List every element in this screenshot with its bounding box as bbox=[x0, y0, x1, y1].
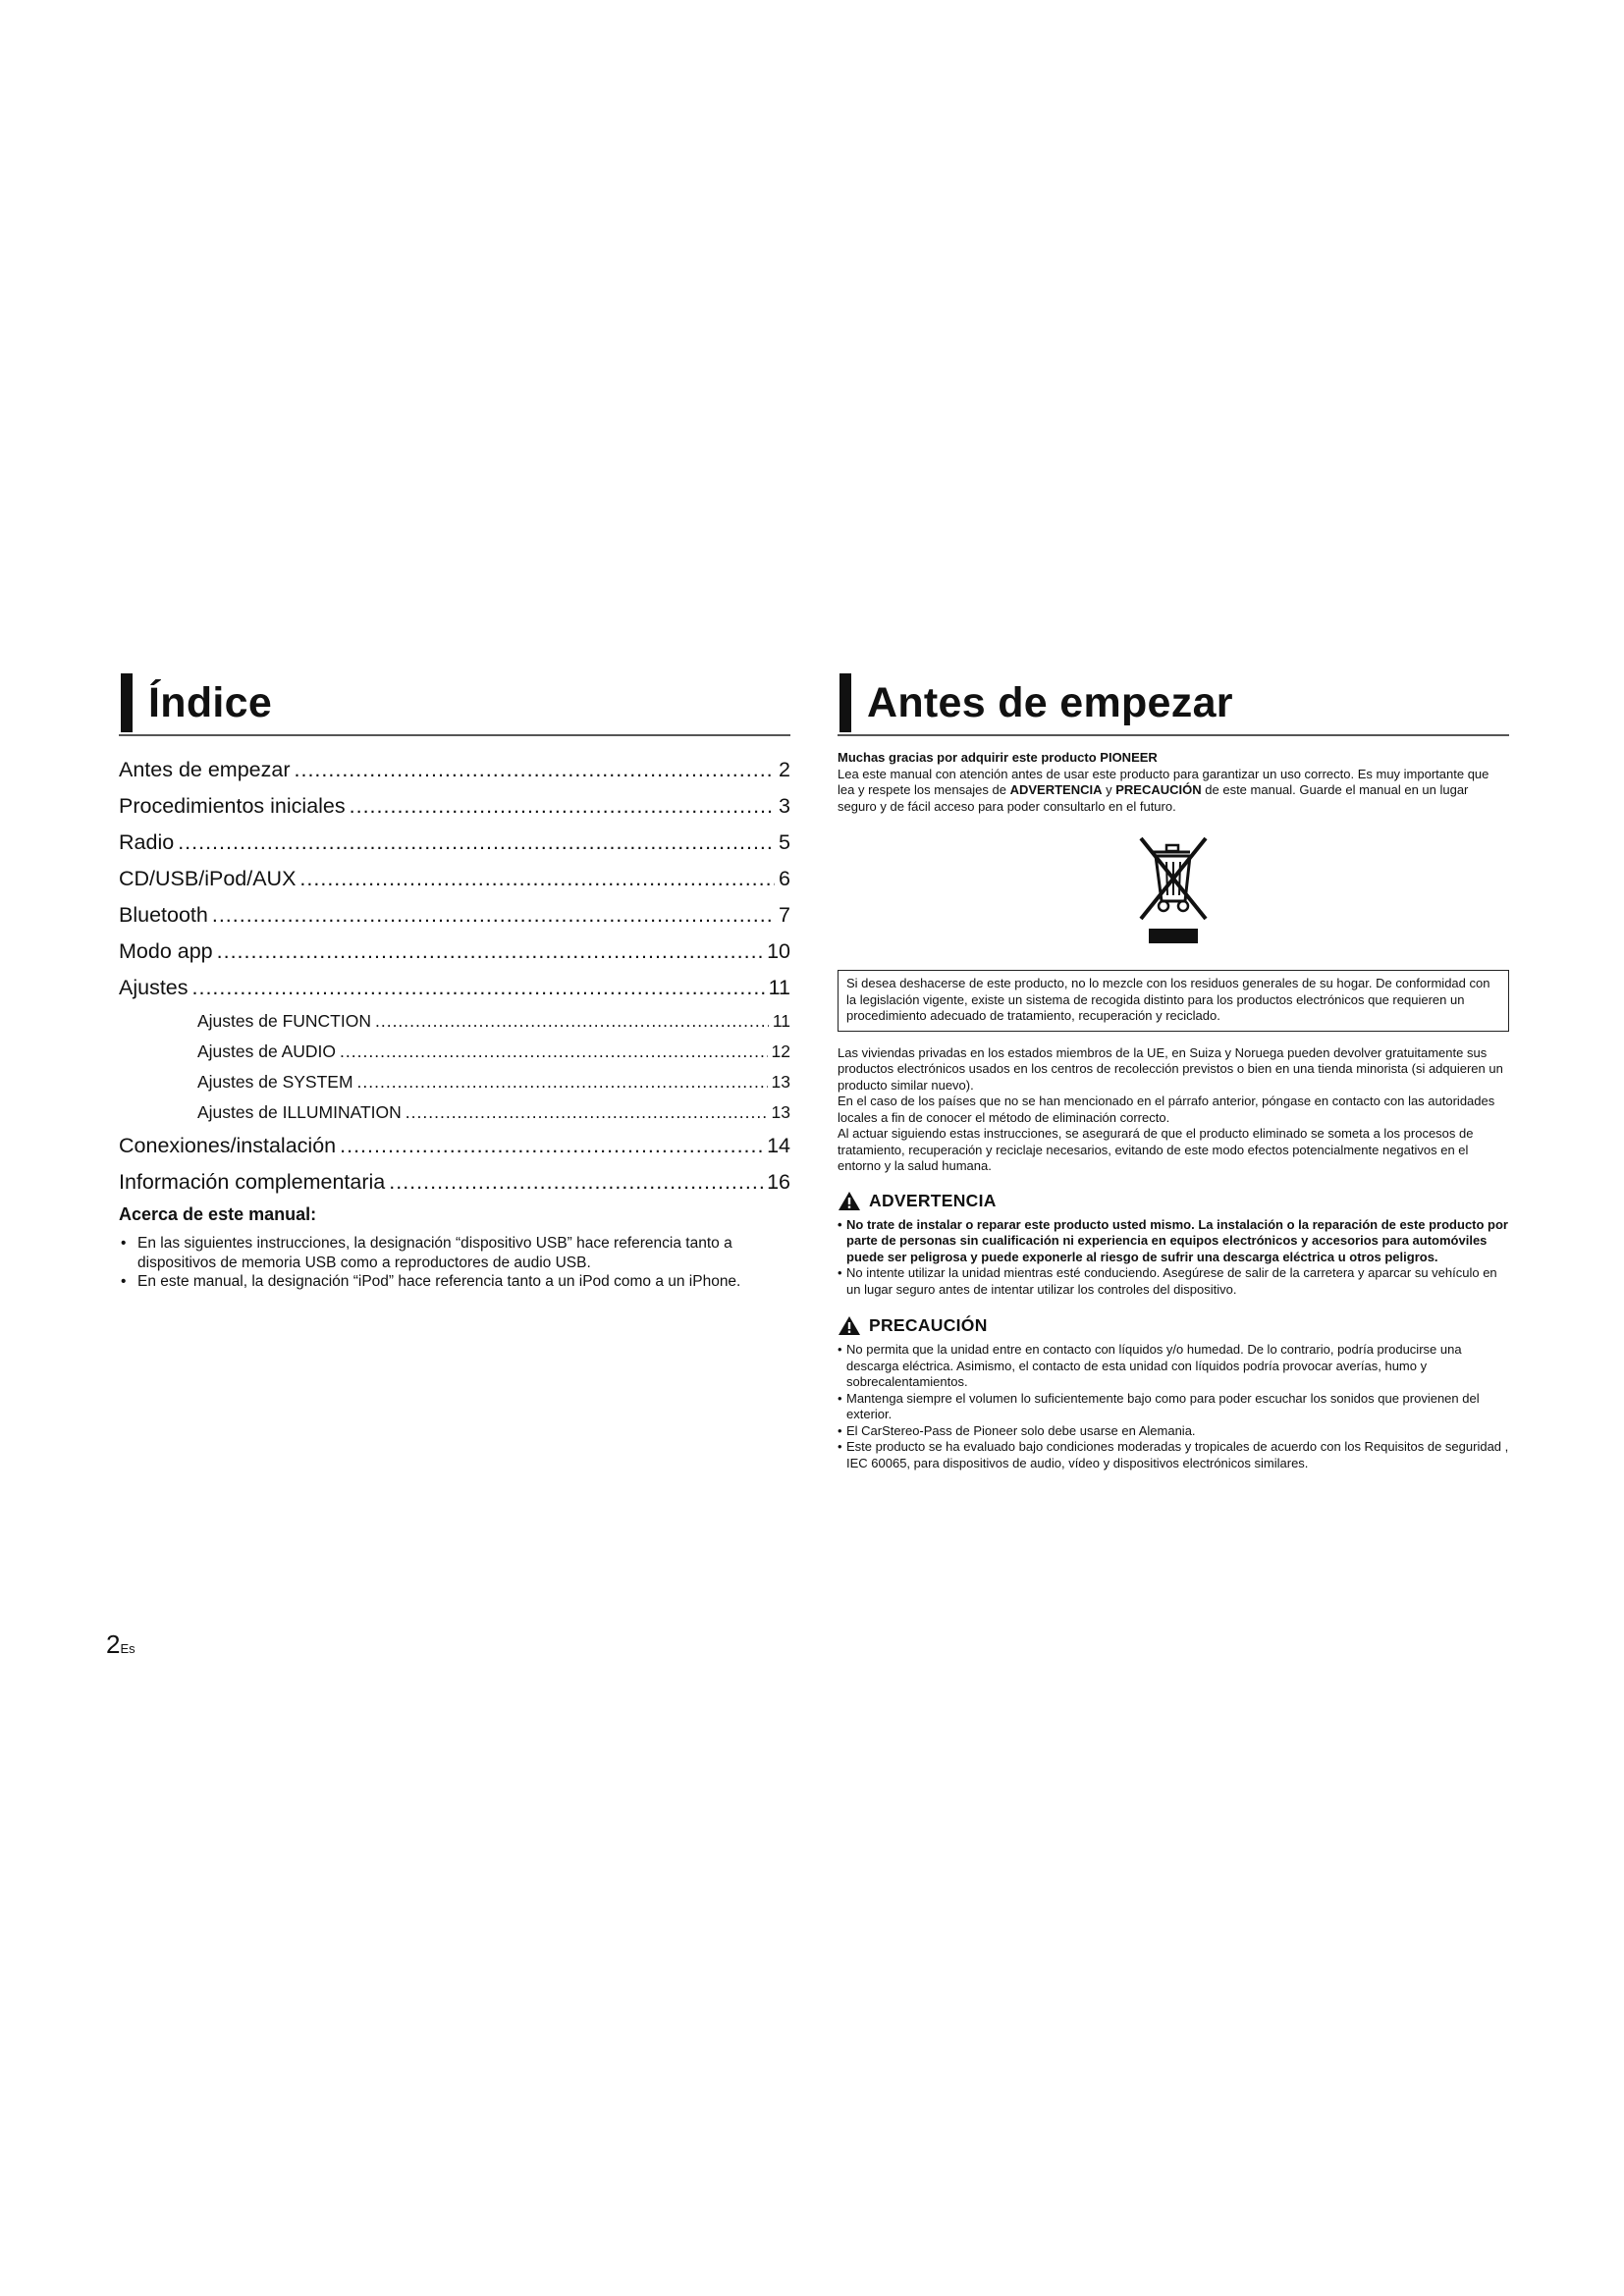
recycle-symbol bbox=[838, 832, 1509, 948]
toc-entry[interactable] bbox=[119, 788, 790, 825]
disposal-notice-box: Si desea deshacerse de este producto, no lo mezcle con los residuos generales de su hogar. De conformidad con la legislación vigente, existe un sistema de recogida distinto para los productos electrónicos que requieren un procedimiento adecuado de tratamiento, recuperación y reciclado. bbox=[838, 970, 1509, 1032]
toc-column bbox=[119, 673, 790, 1292]
toc-entry-page: 5 bbox=[779, 830, 790, 854]
toc-subentry-page: 13 bbox=[771, 1102, 790, 1122]
warning-triangle-icon bbox=[838, 1191, 861, 1211]
toc-entry[interactable] bbox=[119, 1128, 790, 1164]
toc-entry-label: Radio bbox=[119, 830, 175, 854]
toc-leader-dots bbox=[375, 1006, 769, 1037]
toc-leader-dots bbox=[295, 752, 776, 788]
antes-column bbox=[838, 673, 1509, 1471]
page-language-suffix: Es bbox=[120, 1641, 135, 1656]
toc-header bbox=[119, 673, 790, 736]
toc-subentry-label: Ajustes de SYSTEM bbox=[197, 1072, 353, 1092]
toc-entry-page: 14 bbox=[767, 1134, 790, 1157]
intro-text: Lea este manual con atención antes de usar este producto para garantizar un uso correcto. Es muy importante que lea y respete los mensajes de bbox=[838, 766, 1489, 797]
toc-leader-dots bbox=[357, 1067, 768, 1097]
toc-entry[interactable] bbox=[119, 861, 790, 897]
toc-entry-label: Bluetooth bbox=[119, 903, 208, 927]
intro-strong-caution: PRECAUCIÓN bbox=[1115, 782, 1202, 797]
toc-subentry-label: Ajustes de FUNCTION bbox=[197, 1011, 371, 1031]
toc-list bbox=[119, 752, 790, 1201]
antes-header bbox=[838, 673, 1509, 736]
caution-heading bbox=[838, 1315, 1509, 1336]
antes-title: Antes de empezar bbox=[867, 679, 1233, 726]
toc-subentry-page: 13 bbox=[771, 1072, 790, 1092]
toc-subentry[interactable] bbox=[119, 1006, 790, 1037]
toc-subentry-label: Ajustes de AUDIO bbox=[197, 1041, 337, 1061]
toc-entry[interactable] bbox=[119, 752, 790, 788]
toc-subentry-page: 12 bbox=[771, 1041, 790, 1061]
caution-title: PRECAUCIÓN bbox=[869, 1315, 988, 1335]
toc-entry-page: 10 bbox=[767, 939, 790, 963]
toc-subentry[interactable] bbox=[119, 1097, 790, 1128]
toc-leader-dots bbox=[178, 825, 775, 861]
toc-leader-dots bbox=[299, 861, 775, 897]
toc-subentry-page: 11 bbox=[772, 1011, 790, 1031]
section-bar-icon bbox=[839, 673, 851, 732]
warning-triangle-icon bbox=[838, 1315, 861, 1336]
toc-entry-label: Procedimientos iniciales bbox=[119, 794, 346, 818]
list-item: • En las siguientes instrucciones, la designación “dispositivo USB” hace referencia tanto a dispositivos de memoria USB como a reproductores de audio USB. bbox=[119, 1234, 790, 1272]
list-item: • Este producto se ha evaluado bajo condiciones moderadas y tropicales de acuerdo con los Requisitos de seguridad , IEC 60065, para dispositivos de audio, vídeo y dispositivos electrónicos similares. bbox=[838, 1439, 1509, 1471]
toc-leader-dots bbox=[406, 1097, 768, 1128]
page-number bbox=[106, 1629, 135, 1660]
eu-paragraph-line: En el caso de los países que no se han mencionado en el párrafo anterior, póngase en contacto con las autoridades locales a fin de conocer el método de eliminación correcto. bbox=[838, 1094, 1495, 1125]
list-item: • El CarStereo-Pass de Pioneer solo debe usarse en Alemania. bbox=[838, 1423, 1509, 1440]
section-bar-icon bbox=[121, 673, 133, 732]
intro-strong-warning: ADVERTENCIA bbox=[1009, 782, 1103, 797]
toc-entry-label: Información complementaria bbox=[119, 1170, 386, 1194]
toc-title: Índice bbox=[148, 679, 273, 726]
toc-entry-label: Conexiones/instalación bbox=[119, 1134, 337, 1157]
toc-entry[interactable] bbox=[119, 934, 790, 970]
toc-subentry-label: Ajustes de ILLUMINATION bbox=[197, 1102, 402, 1122]
crossed-out-wheelie-bin-icon bbox=[1131, 832, 1216, 948]
eu-paragraph-line: Las viviendas privadas en los estados miembros de la UE, en Suiza y Noruega pueden devolver gratuitamente sus productos electrónicos usados en los centros de recolección previstos o bien en una tienda minorista (si adquieren un producto similar nuevo). bbox=[838, 1044, 1503, 1093]
toc-subentry[interactable] bbox=[119, 1037, 790, 1067]
toc-entry-label: Antes de empezar bbox=[119, 758, 291, 781]
toc-entry-label: Modo app bbox=[119, 939, 213, 963]
toc-leader-dots bbox=[217, 934, 763, 970]
toc-entry-page: 16 bbox=[767, 1170, 790, 1194]
eu-paragraph bbox=[838, 1045, 1509, 1175]
toc-leader-dots bbox=[192, 970, 765, 1006]
toc-entry-page: 6 bbox=[779, 867, 790, 890]
toc-entry-page: 3 bbox=[779, 794, 790, 818]
toc-entry-page: 2 bbox=[779, 758, 790, 781]
intro-text: y bbox=[1102, 782, 1116, 797]
about-manual-title: Acerca de este manual: bbox=[119, 1204, 317, 1224]
toc-leader-dots bbox=[212, 897, 775, 934]
about-manual-list bbox=[119, 1234, 790, 1292]
warning-list bbox=[838, 1217, 1509, 1299]
toc-entry[interactable] bbox=[119, 970, 790, 1006]
toc-entry-page: 7 bbox=[779, 903, 790, 927]
list-item: • No trate de instalar o reparar este producto usted mismo. La instalación o la reparación de este producto por parte de personas sin cualificación ni experiencia en equipos electrónicos y accesorios para automóviles puede ser peligrosa y puede exponerle al riesgo de sufrir una descarga eléctrica u otros peligros. bbox=[838, 1217, 1509, 1266]
intro-paragraph bbox=[838, 767, 1509, 816]
list-item: • No intente utilizar la unidad mientras esté conduciendo. Asegúrese de salir de la carretera y aparcar su vehículo en un lugar seguro antes de intentar utilizar los controles del dispositivo. bbox=[838, 1265, 1509, 1298]
toc-subentry[interactable] bbox=[119, 1067, 790, 1097]
eu-paragraph-line: Al actuar siguiendo estas instrucciones, se asegurará de que el producto eliminado se someta a los procesos de tratamiento, recuperación y reciclaje necesarios, evitando de este modo efectos potencialmente negativos en el entorno y la salud humana. bbox=[838, 1126, 1474, 1173]
toc-leader-dots bbox=[340, 1037, 767, 1067]
toc-leader-dots bbox=[389, 1164, 763, 1201]
list-item: • No permita que la unidad entre en contacto con líquidos y/o humedad. De lo contrario, podría producirse una descarga eléctrica. Asimismo, el contacto de esta unidad con líquidos podría provocar averías, humo y sobrecalentamientos. bbox=[838, 1342, 1509, 1391]
list-item: • Mantenga siempre el volumen lo suficientemente bajo como para poder escuchar los sonidos que provienen del exterior. bbox=[838, 1391, 1509, 1423]
toc-entry[interactable] bbox=[119, 825, 790, 861]
toc-leader-dots bbox=[340, 1128, 763, 1164]
toc-entry-label: CD/USB/iPod/AUX bbox=[119, 867, 297, 890]
warning-title: ADVERTENCIA bbox=[869, 1190, 997, 1210]
toc-leader-dots bbox=[350, 788, 775, 825]
toc-entry-label: Ajustes bbox=[119, 976, 189, 999]
toc-entry[interactable] bbox=[119, 897, 790, 934]
intro-title: Muchas gracias por adquirir este producto PIONEER bbox=[838, 750, 1158, 765]
toc-entry-page: 11 bbox=[768, 976, 790, 999]
toc-entry[interactable] bbox=[119, 1164, 790, 1201]
caution-list bbox=[838, 1342, 1509, 1471]
intro-text: de este manual. Guarde el manual en un lugar seguro y de fácil acceso para poder consultarlo en el futuro. bbox=[838, 782, 1469, 814]
page-number-value: 2 bbox=[106, 1629, 121, 1659]
list-item: • En este manual, la designación “iPod” hace referencia tanto a un iPod como a un iPhone. bbox=[119, 1272, 790, 1292]
warning-heading bbox=[838, 1191, 1509, 1211]
